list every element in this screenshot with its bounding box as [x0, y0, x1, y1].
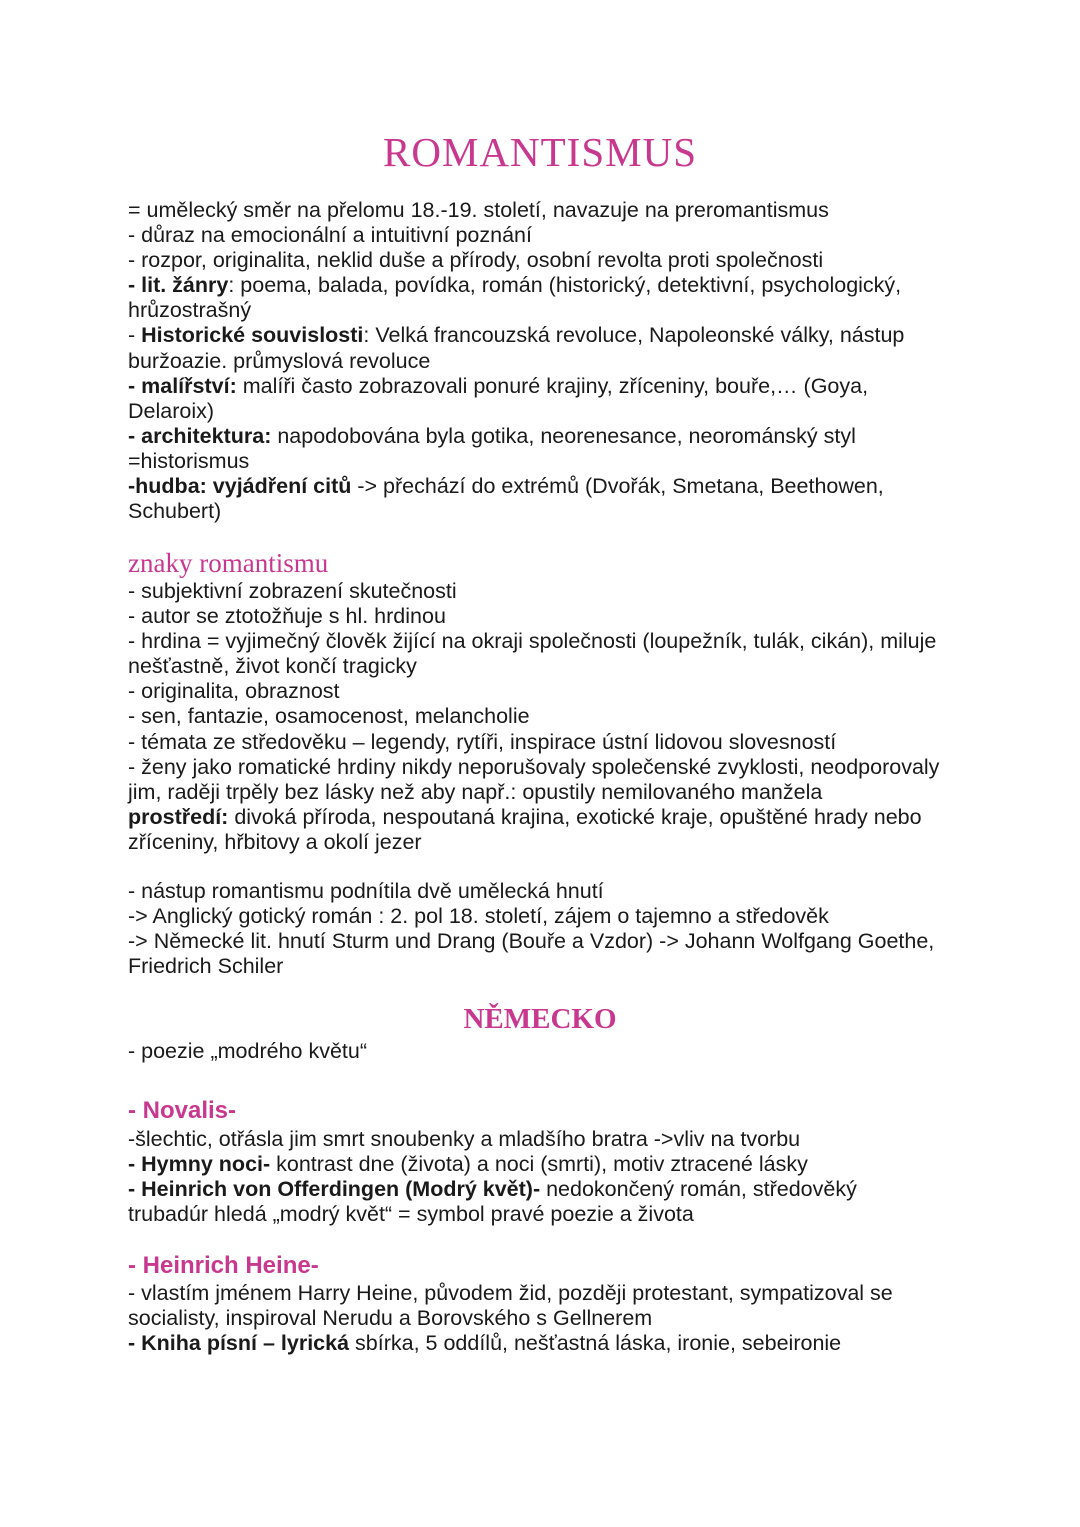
novalis-line: [128, 1152, 968, 1177]
bold-label: - Kniha písní – lyrická: [128, 1331, 350, 1356]
text: : poema, balada, povídka, román (historický, detektivní, psychologický,: [228, 273, 902, 298]
intro-line: [128, 323, 968, 348]
znaky-line: zříceniny, hřbitovy a okolí jezer: [128, 829, 422, 854]
znaky-line: [128, 805, 968, 830]
znaky-heading: znaky romantismu: [128, 548, 329, 578]
heine-line: [128, 1331, 968, 1356]
bold-label: - Heinrich von Offerdingen (Modrý květ)-: [128, 1177, 541, 1202]
intro-section: [128, 198, 968, 524]
nemecko-heading: NĚMECKO: [463, 1003, 617, 1035]
bold-label: - architektura:: [128, 423, 272, 448]
text: -> přechází do extrémů (Dvořák, Smetana, Beethowen,: [351, 474, 884, 499]
intro-line: = umělecký směr na přelomu 18.-19. století, navazuje na preromantismus: [128, 198, 829, 222]
nastup-section: [128, 879, 968, 979]
intro-line: =historismus: [128, 448, 250, 473]
heine-line: socialisty, inspiroval Nerudu a Borovského s Gellnerem: [128, 1306, 653, 1331]
znaky-line: nešťastně, život končí tragicky: [128, 654, 417, 679]
bold-label: prostředí:: [128, 804, 229, 829]
intro-line: buržoazie. průmyslová revoluce: [128, 348, 431, 373]
intro-line: [128, 474, 968, 499]
heine-heading: - Heinrich Heine-: [128, 1252, 319, 1279]
nastup-line: -> Německé lit. hnutí Sturm und Drang (Bouře a Vzdor) -> Johann Wolfgang Goethe,: [128, 929, 935, 954]
page-title: ROMANTISMUS: [383, 129, 697, 175]
text: malíři často zobrazovali ponuré krajiny, zříceniny, bouře,… (Goya,: [236, 373, 869, 398]
znaky-line: - ženy jako romatické hrdiny nikdy neporušovaly společenské zvyklosti, neodporovaly: [128, 754, 940, 779]
bold-label: - lit. žánry: [128, 273, 229, 298]
znaky-line: - originalita, obraznost: [128, 679, 340, 704]
novalis-line: -šlechtic, otřásla jim smrt snoubenky a mladšího bratra ->vliv na tvorbu: [128, 1127, 801, 1151]
znaky-line: - subjektivní zobrazení skutečnosti: [128, 579, 457, 603]
text: nedokončený román, středověký: [540, 1177, 857, 1202]
znaky-line: - autor se ztotožňuje s hl. hrdinou: [128, 604, 446, 629]
novalis-section: [128, 1127, 968, 1227]
novalis-line: trubadúr hledá „modrý květ“ = symbol pravé poezie a života: [128, 1202, 694, 1227]
intro-line: - rozpor, originalita, neklid duše a přírody, osobní revolta proti společnosti: [128, 248, 824, 273]
znaky-section: [128, 579, 968, 855]
nemecko-line: - poezie „modrého květu“: [128, 1039, 367, 1063]
text: : Velká francouzská revoluce, Napoleonské války, nástup: [363, 323, 905, 348]
heine-line: - vlastím jménem Harry Heine, původem žid, později protestant, sympatizoval se: [128, 1281, 893, 1305]
nastup-line: -> Anglický gotický román : 2. pol 18. století, zájem o tajemno a středověk: [128, 904, 829, 929]
bold-label: Historické souvislosti: [141, 323, 364, 348]
text: kontrast dne (života) a noci (smrti), motiv ztracené lásky: [270, 1152, 808, 1177]
intro-line: [128, 424, 968, 449]
nastup-line: - nástup romantismu podnítila dvě umělecká hnutí: [128, 879, 604, 903]
text: -: [128, 323, 142, 348]
intro-line: - důraz na emocionální a intuitivní poznání: [128, 223, 532, 248]
znaky-line: - sen, fantazie, osamocenost, melancholie: [128, 704, 530, 729]
intro-line: hrůzostrašný: [128, 298, 252, 323]
bold-label: - Hymny noci-: [128, 1152, 271, 1177]
znaky-line: jim, raději trpěly bez lásky než aby např.: opustily nemilovaného manžela: [128, 779, 823, 804]
novalis-heading: - Novalis-: [128, 1097, 237, 1124]
bold-label: - malířství:: [128, 373, 237, 398]
znaky-line: - témata ze středověku – legendy, rytíři, inspirace ústní lidovou slovesností: [128, 729, 837, 754]
novalis-line: [128, 1177, 968, 1202]
nemecko-section: [128, 1039, 968, 1064]
znaky-line: - hrdina = vyjimečný člověk žijící na okraji společnosti (loupežník, tulák, cikán), miluje: [128, 629, 937, 654]
intro-line: Schubert): [128, 499, 222, 524]
intro-line: [128, 374, 968, 399]
text: divoká příroda, nespoutaná krajina, exotické kraje, opuštěné hrady nebo: [228, 804, 922, 829]
text: napodobována byla gotika, neorenesance, neorománský styl: [271, 423, 856, 448]
bold-label: -hudba: vyjádření citů: [128, 474, 352, 499]
nastup-line: Friedrich Schiler: [128, 954, 284, 979]
text: sbírka, 5 oddílů, nešťastná láska, ironie, sebeironie: [349, 1331, 842, 1356]
intro-line: Delaroix): [128, 398, 215, 423]
heine-section: [128, 1281, 968, 1356]
intro-line: [128, 273, 968, 298]
